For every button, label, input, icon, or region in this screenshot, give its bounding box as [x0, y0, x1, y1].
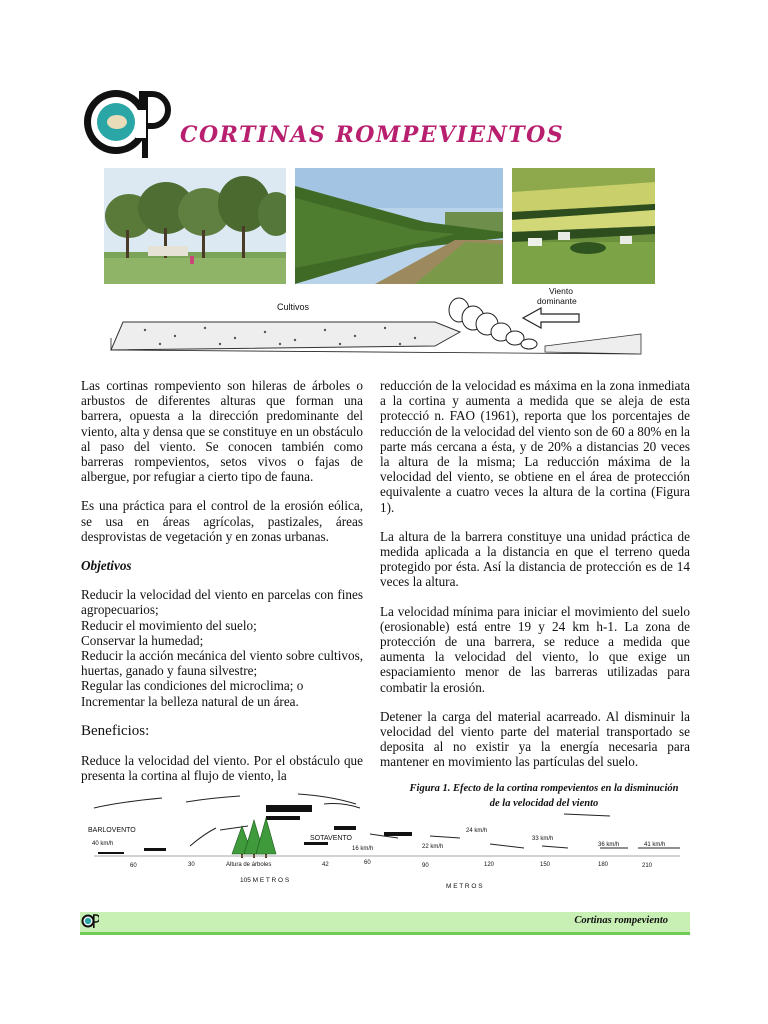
distance-label: 42 [322, 862, 329, 868]
speed-label: 41 km/h [644, 842, 666, 848]
footer-label: Cortinas rompeviento [574, 915, 668, 926]
wind-speed-diagram [80, 790, 690, 900]
left-column [81, 378, 363, 797]
photo-tree-row [104, 168, 286, 284]
objective-item: Reducir la velocidad del viento en parcelas con fines agropecuarios; [81, 587, 363, 618]
barrier-height-paragraph: La altura de la barrera constituye una unidad práctica de medida aplicada a la distancia en que el terreno queda protegido por ésta. Así la distancia de protección es de 14 veces la altura. [380, 528, 690, 590]
objective-item: Reducir la acción mecánica del viento sobre cultivos, huertas, ganado y fauna silvestre; [81, 648, 363, 679]
distance-label: 120 [484, 862, 495, 868]
wind-label-2: dominante [537, 296, 577, 306]
speed-label: 40 km/h [92, 841, 114, 847]
objetivos-list [81, 587, 363, 709]
distance-label: 30 [188, 862, 195, 868]
objective-item: Reducir el movimiento del suelo; [81, 617, 257, 633]
speed-label: 22 km/h [422, 844, 444, 850]
photo-hedge-field [295, 168, 503, 284]
reduction-paragraph: reducción de la velocidad es máxima en la zona inmediata a la cortina y aumenta a medida que se aleja de esta protecció n. FAO (1961), reporta que los porcentajes de reducción de la velocidad del viento son de 60 a 80% en la parte más cercana a ésta, y de 20% a distancias 20 veces la altura de la misma; La reducción máxima de la velocidad del viento, se obtiene en el área de protección equivalente a cuatro veces la altura de la cortina (Figura 1). [380, 378, 690, 515]
objective-item: Conservar la humedad; [81, 632, 204, 648]
intro-paragraph: Las cortinas rompeviento son hileras de árboles o arbustos de diferentes alturas que forman una barrera, opuesta a la dirección predominante del viento, alta y densa que se constituye en un obstáculo al paso del viento. Se conocen también como barreras rompevientos, setos vivos o fajas de albergue, por refugiar a cierto tipo de fauna. [81, 378, 363, 485]
metros-left-label: 105 M E T R O S [240, 877, 290, 884]
speed-label: 33 km/h [532, 836, 554, 842]
beneficios-heading: Beneficios: [81, 722, 150, 739]
objetivos-heading: Objetivos [81, 558, 132, 574]
material-load-paragraph: Detener la carga del material acarreado. Al disminuir la velocidad del viento parte del material transportado se deposita al no existir ya la energía necesaria para mantener en movimiento las partículas del suelo. [380, 708, 690, 770]
wind-label-1: Viento [549, 286, 573, 296]
footer-bar [80, 912, 690, 935]
speed-label: 36 km/h [598, 842, 620, 848]
sotavento-label: SOTAVENTO [310, 835, 353, 842]
distance-label: 90 [422, 863, 429, 869]
height-label: Altura de árboles [226, 862, 272, 868]
distance-label: 60 [130, 863, 137, 869]
distance-label: 60 [364, 860, 371, 866]
objective-item: Incrementar la belleza natural de un área. [81, 693, 299, 709]
distance-label: 180 [598, 862, 609, 868]
cp-logo [80, 84, 172, 160]
practice-paragraph: Es una práctica para el control de la erosión eólica, se usa en áreas agrícolas, pastizales, áreas desprovistas de vegetación y en zonas urbanas. [81, 498, 363, 544]
distance-label: 210 [642, 863, 653, 869]
minimum-speed-paragraph: La velocidad mínima para iniciar el movimiento del suelo (erosionable) está entre 19 y 24 km h-1. La zona de protección de una barrera, se reduce a medida que aumenta la velocidad del viento, lo que exige un espaciamiento menor de las barreras utilizadas para combatir la erosión. [380, 603, 690, 695]
page-title: CORTINAS ROMPEVIENTOS [180, 122, 565, 148]
barlovento-label: BARLOVENTO [88, 827, 136, 834]
metros-right-label: M E T R O S [446, 883, 483, 890]
crops-label: Cultivos [277, 302, 310, 312]
objective-item: Regular las condiciones del microclima; o [81, 678, 304, 694]
benefits-paragraph: Reduce la velocidad del viento. Por el obstáculo que presenta la cortina al flujo de viento, la [81, 753, 363, 784]
photo-aerial-fields [512, 168, 655, 284]
speed-label: 24 km/h [466, 828, 488, 834]
distance-label: 150 [540, 862, 551, 868]
figure-caption-line-1: Figura 1. Efecto de la cortina rompevientos en la disminución [409, 783, 679, 794]
speed-label: 16 km/h [352, 846, 374, 852]
right-column [380, 378, 690, 784]
figure-caption-line-2: de la velocidad del viento [489, 798, 599, 809]
footer-cp-logo [81, 913, 99, 929]
windbreak-illustration [105, 286, 645, 362]
